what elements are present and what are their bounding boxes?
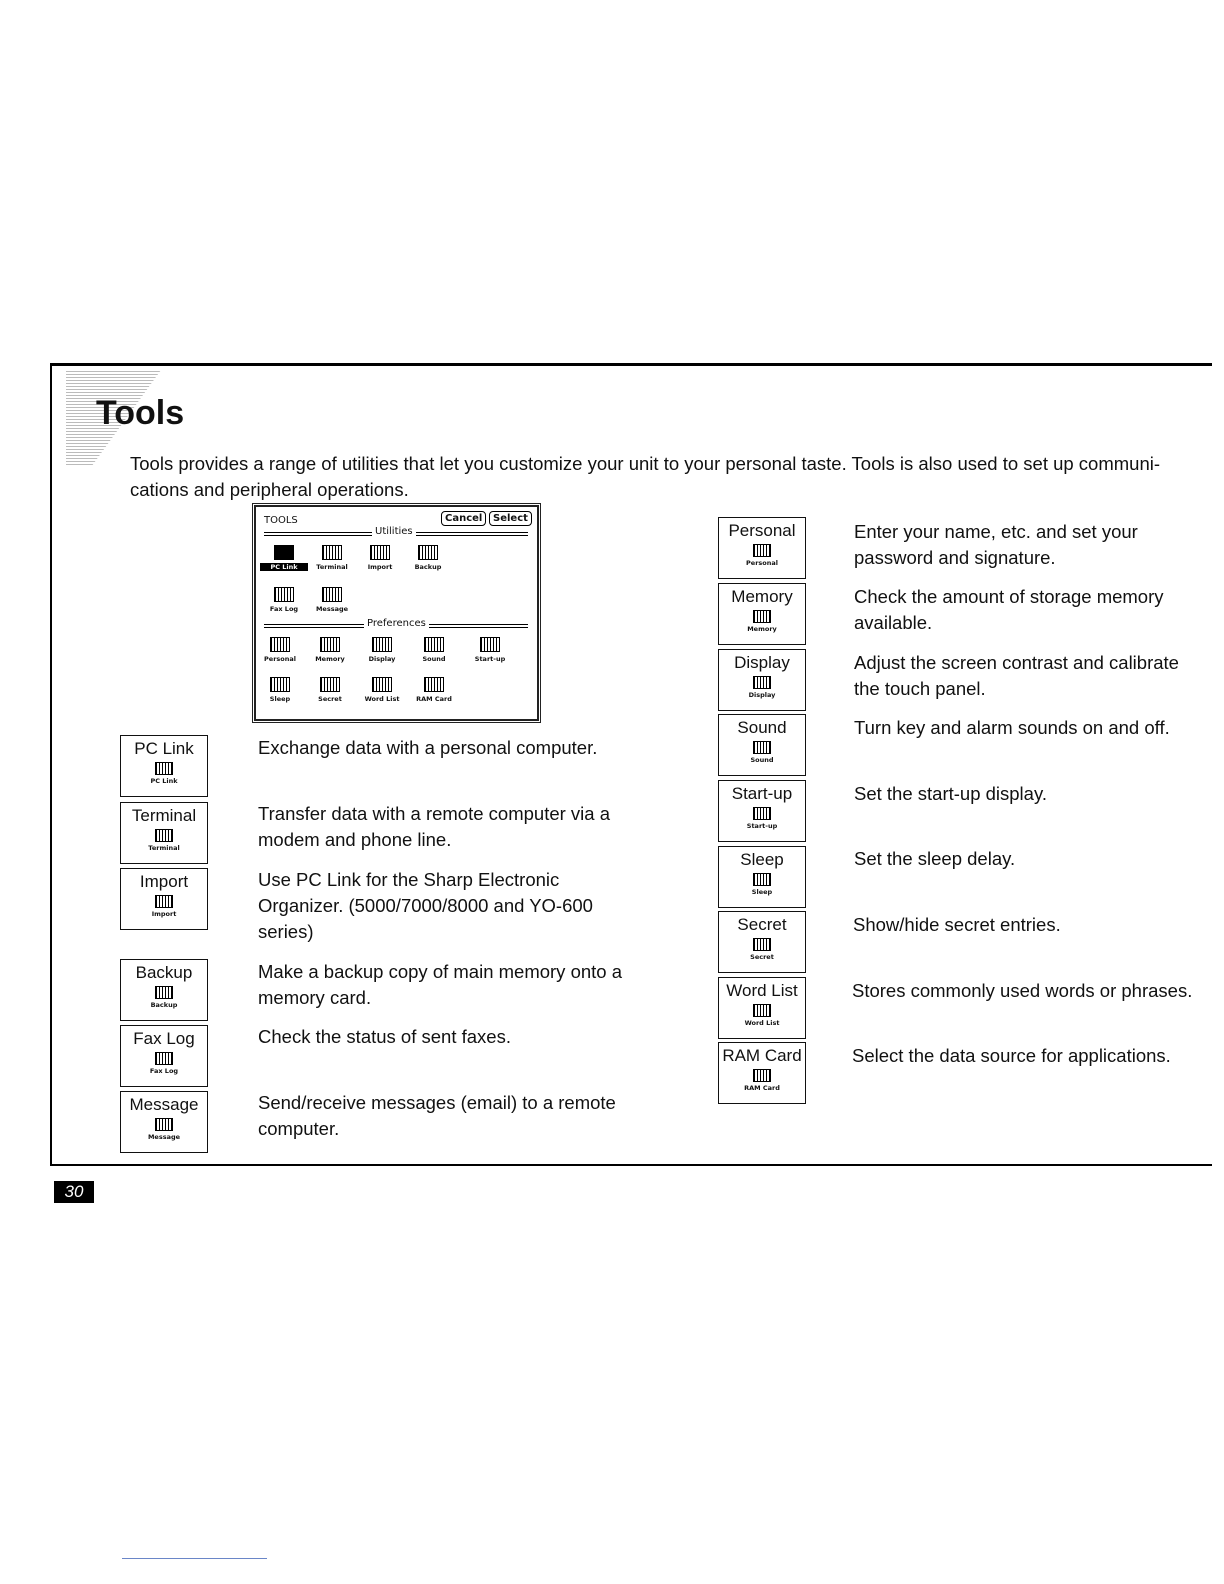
personal-description: Enter your name, etc. and set your password and signature. [854,521,1138,568]
terminal-description: Transfer data with a remote computer via a modem and phone line. [258,803,610,850]
memory-description: Check the amount of storage memory available. [854,586,1164,633]
fax-log-icon [155,1052,173,1065]
top-rule [50,363,1212,366]
pc-link-icon [155,762,173,775]
terminal-tile[interactable]: Terminal Terminal [120,802,208,864]
screen-message-icon[interactable]: Message [308,587,356,613]
sound-description: Turn key and alarm sounds on and off. [854,717,1170,738]
word-list-icon [753,1004,771,1017]
screen-start-up-icon[interactable]: Start-up [466,637,514,663]
utilities-divider [264,526,528,537]
screen-secret-icon[interactable]: Secret [306,677,354,703]
page-number: 30 [54,1181,94,1203]
word-list-description: Stores commonly used words or phrases. [852,980,1193,1001]
cancel-button[interactable]: Cancel [441,511,486,526]
ram-card-icon [753,1069,771,1082]
screen-backup-icon[interactable]: Backup [404,545,452,571]
preferences-label: Preferences [364,618,429,629]
screen-pc-link-icon[interactable]: PC Link [260,545,308,571]
screen-word-list-icon[interactable]: Word List [358,677,406,703]
screen-sleep-icon[interactable]: Sleep [256,677,304,703]
screen-terminal-icon[interactable]: Terminal [308,545,356,571]
word-list-tile[interactable]: Word List Word List [718,977,806,1039]
secret-tile[interactable]: Secret Secret [718,911,806,973]
message-tile[interactable]: Message Message [120,1091,208,1153]
screen-display-icon[interactable]: Display [358,637,406,663]
footer-line [122,1558,267,1559]
screen-sound-icon[interactable]: Sound [410,637,458,663]
backup-tile[interactable]: Backup Backup [120,959,208,1021]
tools-screen [254,505,539,721]
display-description: Adjust the screen contrast and calibrate the touch panel. [854,652,1179,699]
left-rule [50,363,52,1166]
personal-icon [753,544,771,557]
page-heading: Tools [96,394,185,432]
screen-memory-icon[interactable]: Memory [306,637,354,663]
memory-icon [753,610,771,623]
start-up-icon [753,807,771,820]
ram-card-description: Select the data source for applications. [852,1045,1171,1066]
sleep-description: Set the sleep delay. [854,848,1016,869]
screen-import-icon[interactable]: Import [356,545,404,571]
display-icon [753,676,771,689]
import-tile[interactable]: Import Import [120,868,208,930]
screen-fax-log-icon[interactable]: Fax Log [260,587,308,613]
terminal-icon [155,829,173,842]
sleep-tile[interactable]: Sleep Sleep [718,846,806,908]
personal-tile[interactable]: Personal Personal [718,517,806,579]
sound-tile[interactable]: Sound Sound [718,714,806,776]
import-description: Use PC Link for the Sharp Electronic Organizer. (5000/7000/8000 and YO-600 series) [258,869,593,942]
message-icon [155,1118,173,1131]
backup-icon [155,986,173,999]
memory-tile[interactable]: Memory Memory [718,583,806,645]
ram-card-tile[interactable]: RAM Card RAM Card [718,1042,806,1104]
bottom-rule [50,1164,1212,1166]
fax-log-tile[interactable]: Fax Log Fax Log [120,1025,208,1087]
message-description: Send/receive messages (email) to a remote computer. [258,1092,616,1139]
pc-link-description: Exchange data with a personal computer. [258,737,598,758]
sound-icon [753,741,771,754]
intro-text: Tools provides a range of utilities that let you customize your unit to your personal taste. Tools is also used to set up communi-cations and peripheral operations. [130,453,1161,500]
import-icon [155,895,173,908]
utilities-label: Utilities [372,526,416,537]
fax-log-description: Check the status of sent faxes. [258,1026,511,1047]
secret-description: Show/hide secret entries. [853,914,1061,935]
display-tile[interactable]: Display Display [718,649,806,711]
start-up-description: Set the start-up display. [854,783,1047,804]
preferences-divider [264,618,528,629]
start-up-tile[interactable]: Start-up Start-up [718,780,806,842]
screen-ram-card-icon[interactable]: RAM Card [410,677,458,703]
sleep-icon [753,873,771,886]
select-button[interactable]: Select [489,511,532,526]
backup-description: Make a backup copy of main memory onto a memory card. [258,961,623,1008]
pc-link-tile[interactable]: PC Link PC Link [120,735,208,797]
secret-icon [753,938,771,951]
screen-personal-icon[interactable]: Personal [256,637,304,663]
screen-title: TOOLS [264,515,298,526]
